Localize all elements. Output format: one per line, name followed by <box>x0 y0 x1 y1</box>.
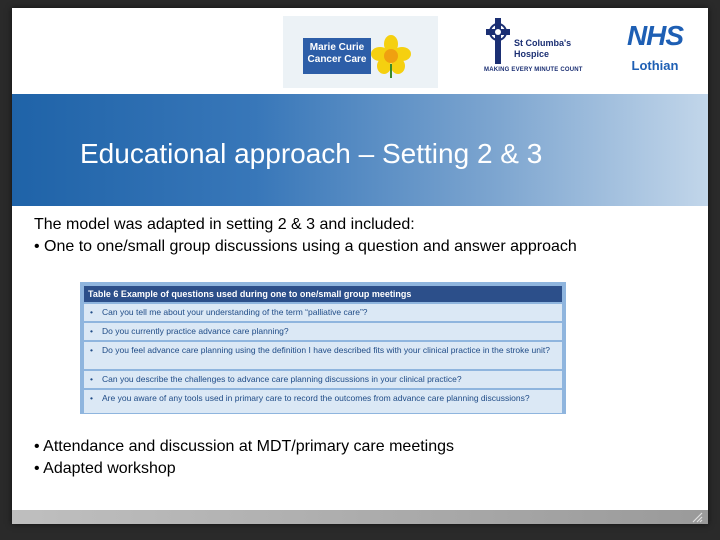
table-row <box>84 303 562 321</box>
outro-bullet: • Adapted workshop <box>34 460 176 477</box>
table-row-text: Do you feel advance care planning using the definition I have described fits with your clinical practice in the stroke unit? <box>102 345 550 355</box>
footer-bar <box>12 510 708 524</box>
table-row-text: Can you describe the challenges to advance care planning discussions in your clinical practice? <box>102 374 462 384</box>
marie-curie-wordmark: Marie Curie Cancer Care <box>303 38 371 74</box>
slide-title: Educational approach – Setting 2 & 3 <box>80 138 543 169</box>
row-bullet: • <box>90 326 93 336</box>
marie-curie-logo <box>283 16 438 88</box>
row-bullet: • <box>90 393 93 403</box>
outro-bullet: • Attendance and discussion at MDT/primary care meetings <box>34 438 455 455</box>
table-heading: Table 6 Example of questions used during one to one/small group meetings <box>84 286 562 302</box>
st-columbas-name: St Columba's Hospice <box>514 38 572 59</box>
st-columbas-tagline: MAKING EVERY MINUTE COUNT <box>484 67 583 73</box>
celtic-cross-icon <box>484 18 512 66</box>
nhs-wordmark: NHS <box>626 20 684 51</box>
st-columbas-logo <box>478 16 610 88</box>
nhs-region: Lothian <box>631 58 679 73</box>
intro-text <box>34 214 577 258</box>
row-bullet: • <box>90 345 93 355</box>
table-row <box>84 341 562 369</box>
questions-table <box>80 282 566 414</box>
row-bullet: • <box>90 307 93 317</box>
table-row-text: Can you tell me about your understanding of the term “palliative care”? <box>102 307 368 317</box>
outro-text <box>34 436 454 480</box>
table-row <box>84 389 562 413</box>
table-row <box>84 370 562 388</box>
row-bullet: • <box>90 374 93 384</box>
table-row-text: Are you aware of any tools used in primary care to record the outcomes from advance care planning discussions? <box>102 393 530 403</box>
title-band <box>12 94 708 206</box>
resize-grip-icon[interactable] <box>690 510 704 524</box>
table-row-text: Do you currently practice advance care planning? <box>102 326 289 336</box>
daffodil-icon <box>371 34 411 78</box>
intro-line: The model was adapted in setting 2 & 3 and included: <box>34 216 415 233</box>
nhs-lothian-logo <box>616 18 694 88</box>
table-row <box>84 322 562 340</box>
intro-bullet: • One to one/small group discussions using a question and answer approach <box>34 238 577 255</box>
